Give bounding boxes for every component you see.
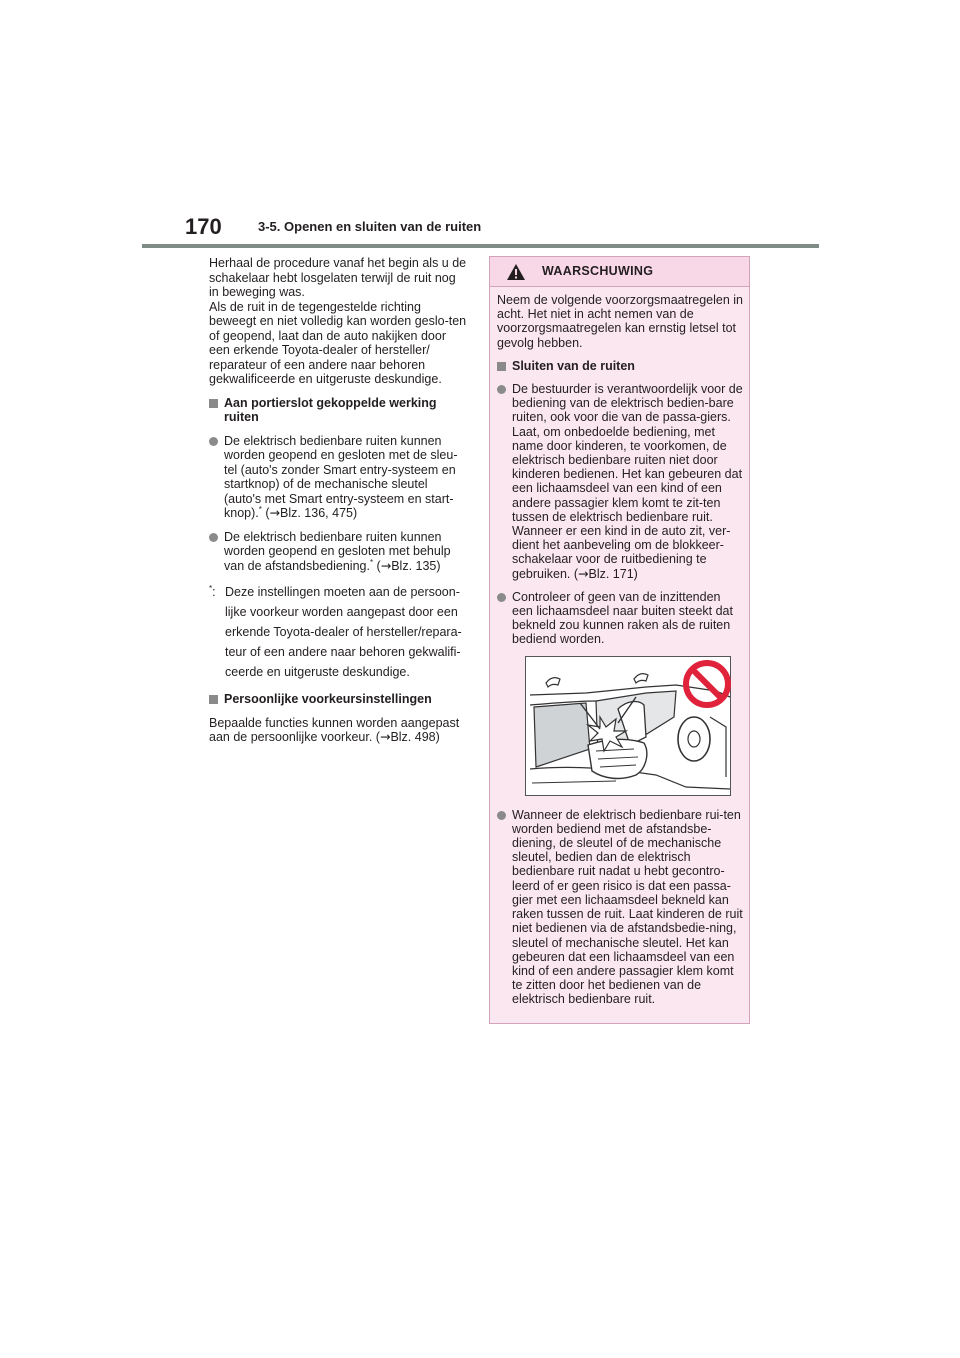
- page-reference[interactable]: Blz. 171): [588, 566, 638, 581]
- circle-bullet-icon: [497, 811, 506, 820]
- footnote-text: Deze instellingen moeten aan de persoon-lijke voorkeur worden aangepast door een erkende Toyota-dealer of hersteller/repara-teur of een andere naar behoren gekwalifi-ceerde en uitgeruste deskundige.: [225, 585, 462, 679]
- arrow-icon: →: [578, 565, 589, 581]
- bullet-item: De elektrisch bedienbare ruiten kunnen worden geopend en gesloten met behulp van de afstandsbediening.* (→Blz. 135): [209, 530, 467, 574]
- warning-box: [489, 256, 750, 1024]
- footnote: [209, 582, 467, 682]
- page-reference[interactable]: Blz. 136, 475): [280, 506, 358, 520]
- header-rule: [142, 244, 819, 248]
- bullet-text: Controleer of geen van de inzittenden een lichaamsdeel naar buiten steekt dat bekneld zou kunnen raken als de ruiten bediend worden.: [512, 589, 733, 647]
- warning-triangle-icon: [506, 263, 526, 281]
- warning-section-heading: [497, 359, 744, 373]
- warning-body: [497, 293, 744, 1016]
- bullet-text: De elektrisch bedienbare ruiten kunnen worden geopend en gesloten met de sleu-tel (auto's zonder Smart entry-systeem en startknop) of de mechanische sleutel (auto's met Smart entry-systeem en start-knop).: [224, 433, 458, 520]
- section-heading-text: Aan portierslot gekoppelde werking ruiten: [224, 395, 437, 424]
- section-heading-door-lock: [209, 396, 467, 425]
- square-bullet-icon: [209, 695, 218, 704]
- arrow-icon: →: [379, 729, 391, 744]
- circle-bullet-icon: [209, 437, 218, 446]
- intro-paragraph: Herhaal de procedure vanaf het begin als u de schakelaar hebt losgelaten terwijl de ruit nog in beweging was. Als de ruit in de tegengestelde richting beweegt en niet volledig kan worden geslo-ten of geopend, laat dan de auto nakijken door een erkende Toyota-dealer of hersteller/ reparateur of een andere naar behoren gekwalificeerde en uitgeruste deskundige.: [209, 256, 467, 386]
- section-heading-personal-settings: [209, 692, 467, 707]
- arrow-icon: →: [269, 505, 280, 520]
- square-bullet-icon: [497, 362, 506, 371]
- illustration-hand-in-window: [525, 656, 731, 796]
- circle-bullet-icon: [497, 593, 506, 602]
- bullet-text: Wanneer de elektrisch bedienbare rui-ten worden bediend met de afstandsbe-diening, de sleutel of de mechanische sleutel, bedien dan de elektrisch bedienbare ruit nadat u hebt gecontro-leerd of er geen risico is dat een passa-gier met een lichaamsdeel bekneld kan raken tussen de ruit. Laat kinderen de ruit niet bedienen via de afstandsbedie-ning, sleutel of mechanische sleutel. Het kan gebeuren dat een lichaamsdeel van een kind of een andere passagier klem komt te zitten door het bedienen van de elektrisch bedienbare ruit.: [512, 807, 743, 1007]
- warning-intro: Neem de volgende voorzorgsmaatregelen in acht. Het niet in acht nemen van de voorzorgsmaatregelen kan ernstig letsel tot gevolg hebben.: [497, 293, 743, 350]
- chapter-title: 3-5. Openen en sluiten van de ruiten: [258, 219, 482, 234]
- warning-title: WAARSCHUWING: [542, 264, 654, 278]
- bullet-text: De bestuurder is verantwoordelijk voor de bediening van de elektrisch bedien-bare ruiten, ook voor die van de passa-giers. Laat, om onbedoelde bediening, met name door kinderen, te voorkomen, de elektrisch bedienbare ruiten niet door kinderen bedienen. Het kan gebeuren dat een lichaamsdeel van een kind of een andere passagier klem komt te zit-ten tussen de elektrisch bedienbare ruit. Wanneer er een kind in de auto zit, ver-dient het aanbeveling om de blokkeer-schakelaar voor de ruitbediening te gebruiken.: [512, 382, 743, 581]
- section-paragraph: Bepaalde functies kunnen worden aangepast aan de persoonlijke voorkeur. (→Blz. 498): [209, 715, 460, 744]
- footnote-ref: *: [369, 557, 374, 567]
- arrow-icon: →: [380, 557, 392, 573]
- circle-bullet-icon: [497, 385, 506, 394]
- page-reference[interactable]: Blz. 135): [391, 558, 441, 573]
- page-number: 170: [185, 214, 222, 239]
- circle-bullet-icon: [209, 533, 218, 542]
- prohibition-icon: [682, 659, 732, 709]
- warning-bullet: [497, 808, 744, 1007]
- warning-header: [490, 257, 749, 287]
- bullet-text: De elektrisch bedienbare ruiten kunnen worden geopend en gesloten met behulp van de afstandsbediening.: [224, 529, 451, 573]
- square-bullet-icon: [209, 399, 218, 408]
- section-heading-text: Sluiten van de ruiten: [512, 358, 635, 373]
- left-column: [209, 256, 467, 754]
- bullet-item: De elektrisch bedienbare ruiten kunnen worden geopend en gesloten met de sleu-tel (auto's zonder Smart entry-systeem en startknop) of de mechanische sleutel (auto's met Smart entry-systeem en start-knop).* (→Blz. 136, 475): [209, 434, 467, 521]
- warning-bullet: De bestuurder is verantwoordelijk voor de bediening van de elektrisch bedien-bare ruiten, ook voor die van de passa-giers. Laat, om onbedoelde bediening, met name door kinderen, te voorkomen, de elektrisch bedienbare ruiten niet door kinderen bedienen. Het kan gebeuren dat een lichaamsdeel van een kind of een andere passagier klem komt te zit-ten tussen de elektrisch bedienbare ruit. Wanneer er een kind in de auto zit, ver-dient het aanbeveling om de blokkeer-schakelaar voor de ruitbediening te gebruiken. (→Blz. 171): [497, 382, 744, 581]
- warning-bullet: [497, 590, 744, 647]
- page-header: [0, 0, 960, 250]
- page-reference[interactable]: Blz. 498): [390, 730, 440, 744]
- section-heading-text: Persoonlijke voorkeursinstellingen: [224, 692, 432, 706]
- footnote-mark: *:: [209, 583, 216, 599]
- footnote-ref: *: [258, 504, 262, 514]
